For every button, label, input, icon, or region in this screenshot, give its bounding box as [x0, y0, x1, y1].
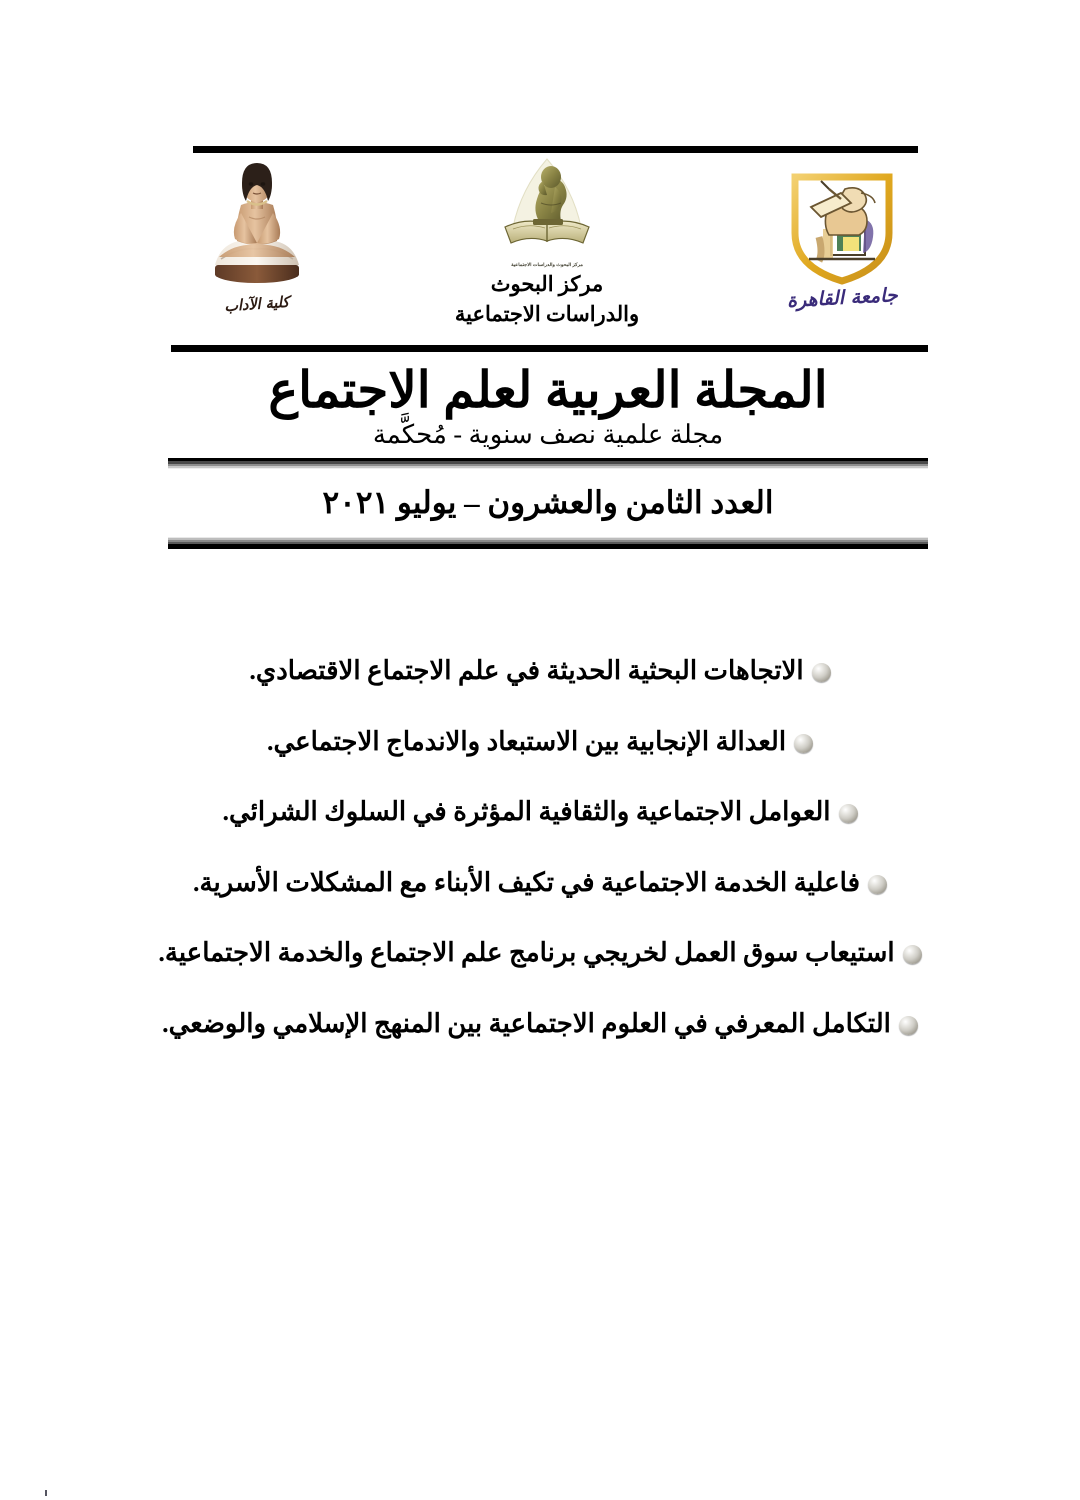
scan-artifact — [45, 1490, 47, 1496]
sphere-bullet-icon — [812, 663, 831, 682]
journal-title: المجلة العربية لعلم الاجتماع — [268, 362, 828, 418]
cairo-university-shield-icon — [783, 167, 901, 297]
sphere-bullet-icon — [868, 875, 887, 894]
faculty-of-arts-logo — [182, 161, 332, 316]
research-center-logo — [427, 157, 667, 330]
sphere-bullet-icon — [899, 1016, 918, 1035]
list-item-label: استيعاب سوق العمل لخريجي برنامج علم الاجتماع والخدمة الاجتماعية. — [158, 938, 895, 967]
research-center-caption-line2: والدراسات الاجتماعية — [454, 301, 640, 326]
issue-bottom-rule — [168, 537, 928, 549]
faculty-of-arts-caption: كلية الآداب — [224, 292, 290, 316]
sphere-bullet-icon — [794, 734, 813, 753]
list-item-label: الاتجاهات البحثية الحديثة في علم الاجتماع الاقتصادي. — [249, 656, 804, 685]
list-item — [150, 726, 930, 759]
list-item — [150, 796, 930, 829]
sphere-bullet-icon — [839, 804, 858, 823]
seated-scribe-statue-icon — [197, 161, 317, 301]
subtitle-bottom-rule — [168, 458, 928, 469]
issue-line: العدد الثامن والعشرون – يوليو ٢٠٢١ — [322, 484, 774, 520]
research-center-caption — [455, 270, 639, 330]
cairo-university-caption: جامعة القاهرة — [786, 284, 898, 312]
logo-row — [168, 153, 928, 345]
masthead — [168, 146, 928, 549]
journal-subtitle: مجلة علمية نصف سنوية - مُحكَّمة — [372, 419, 724, 449]
title-area — [168, 352, 928, 450]
research-center-tiny-caption: مركز البحوث والدراسات الاجتماعية — [511, 263, 583, 268]
list-item — [150, 867, 930, 900]
cairo-university-logo — [762, 167, 922, 312]
sphere-bullet-icon — [903, 945, 922, 964]
list-item — [150, 937, 930, 970]
list-item-label: العدالة الإنجابية بين الاستبعاد والاندماج الاجتماعي. — [266, 726, 787, 756]
list-item — [150, 1008, 930, 1041]
masthead-mid-rule — [171, 345, 928, 352]
contents-list — [150, 655, 930, 1078]
list-item — [150, 655, 930, 688]
list-item-label: التكامل المعرفي في العلوم الاجتماعية بين المنهج الإسلامي والوضعي. — [162, 1008, 891, 1038]
list-item-label: فاعلية الخدمة الاجتماعية في تكيف الأبناء مع المشكلات الأسرية. — [193, 867, 860, 897]
list-item-label: العوامل الاجتماعية والثقافية المؤثرة في السلوك الشرائي. — [222, 797, 831, 826]
research-center-caption-line1: مركز البحوث — [490, 272, 604, 296]
masthead-top-rule — [193, 146, 918, 153]
